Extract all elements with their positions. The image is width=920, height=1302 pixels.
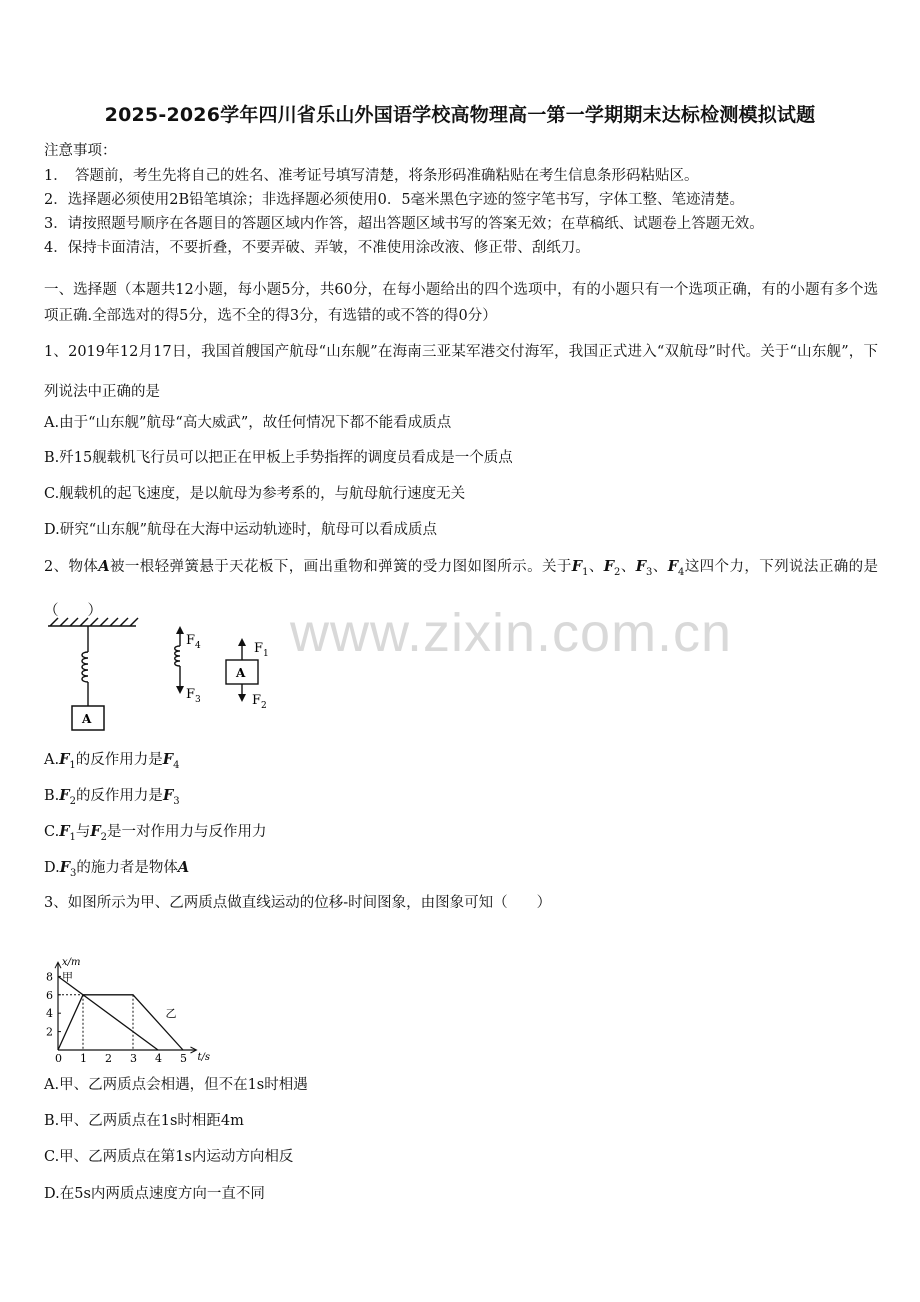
ceiling [48, 618, 138, 626]
q2-option-a: $A.F_1$的反作用力是$F_4$ [44, 751, 180, 771]
notice-heading: 注意事项： [44, 143, 117, 159]
y-tick-label: 2 [46, 1025, 53, 1039]
series-label-2: 乙 [165, 1006, 177, 1020]
section-heading: 一、选择题（本题共12小题，每小题5分，共60分，在每小题给出的四个选项中，有的小题只有一个选项正确，有的小题有多个选项正确.全部选对的得5分，选不全的得3分，有选错的或不答的得0分） [44, 282, 878, 324]
notice-item-1: 1． 答题前，考生先将自己的姓名、准考证号填写清楚，将条形码准确粘贴在考生信息条形码粘贴区。 [44, 168, 699, 184]
series-label-1: 甲 [62, 970, 73, 984]
x-tick-label: 1 [80, 1052, 87, 1062]
q3-option-d: D.在5s内两质点速度方向一直不同 [44, 1186, 265, 1202]
position-time-chart [40, 922, 240, 1062]
f2-label: $F_2$ [252, 693, 267, 711]
q1-stem: 1、2019年12月17日，我国首艘国产航母“山东舰”在海南三亚某军港交付海军，我国正式进入“双航母”时代。关于“山东舰”，下列说法中正确的是 [44, 344, 878, 400]
x-tick-label: 2 [105, 1052, 112, 1062]
f4-label: $F_4$ [186, 633, 201, 651]
block-a-free-label: A [236, 666, 246, 680]
series-line-1 [58, 976, 158, 1050]
x-axis-label: t/s [197, 1052, 211, 1062]
q2-option-d: $D.F_3$的施力者是物体A [44, 859, 190, 879]
x-tick-label: 3 [130, 1052, 137, 1062]
x-tick-label: 4 [155, 1052, 162, 1062]
q2-option-b: $B.F_2$的反作用力是$F_3$ [44, 787, 180, 807]
q2-option-c: $C.F_1$与$F_2$是一对作用力与反作用力 [44, 823, 267, 843]
q1-option-b: B.歼15舰载机飞行员可以把正在甲板上手势指挥的调度员看成是一个质点 [44, 450, 513, 466]
x-tick-label: 0 [55, 1052, 62, 1062]
spring-hanging [82, 626, 88, 706]
spring-force-diagram [40, 616, 290, 734]
q3-option-b: B.甲、乙两质点在1s时相距4m [44, 1113, 244, 1129]
page-title: 2025-2026学年四川省乐山外国语学校高物理高一第一学期期末达标检测模拟试题 [104, 104, 816, 126]
f1-label: $F_1$ [254, 641, 269, 659]
watermark: www.zixin.com.cn [290, 603, 733, 663]
q3-stem: 3、如图所示为甲、乙两质点做直线运动的位移-时间图象，由图象可知（ ） [44, 895, 552, 911]
q1-option-c: C.舰载机的起飞速度，是以航母为参考系的，与航母航行速度无关 [44, 486, 466, 502]
block-a-label: A [82, 712, 92, 726]
f3-label: $F_3$ [186, 687, 201, 705]
q3-option-c: C.甲、乙两质点在第1s内运动方向相反 [44, 1149, 294, 1165]
y-tick-label: 4 [46, 1007, 53, 1021]
f2-arrowhead [238, 694, 246, 702]
notice-item-3: 3．请按照题号顺序在各题目的答题区域内作答，超出答题区域书写的答案无效；在草稿纸、试题卷上答题无效。 [44, 216, 764, 232]
f4-arrowhead [176, 626, 184, 634]
f1-arrowhead [238, 638, 246, 646]
notice-item-4: 4．保持卡面清洁，不要折叠，不要弄破、弄皱，不准使用涂改液、修正带、刮纸刀。 [44, 240, 590, 256]
y-tick-label: 6 [46, 988, 53, 1002]
f3-arrowhead [176, 686, 184, 694]
spring-free-body [175, 628, 180, 692]
q3-option-a: A.甲、乙两质点会相遇，但不在1s时相遇 [44, 1077, 308, 1093]
x-tick-label: 5 [180, 1052, 187, 1062]
q2-stem: 2、物体A被一根轻弹簧悬于天花板下，画出重物和弹簧的受力图如图所示。关于$F_1$、$F_2$、$F_3$、$F_4$这四个力，下列说法正确的是（ ） [44, 558, 879, 619]
notice-item-2: 2．选择题必须使用2B铅笔填涂；非选择题必须使用0．5毫米黑色字迹的签字笔书写，字体工整、笔迹清楚。 [44, 192, 745, 208]
q1-option-a: A.由于“山东舰”航母“高大威武”，故任何情况下都不能看成质点 [44, 415, 452, 431]
y-tick-label: 8 [46, 970, 53, 984]
q1-option-d: D.研究“山东舰”航母在大海中运动轨迹时，航母可以看成质点 [44, 522, 438, 538]
y-axis-label: x/m [62, 957, 81, 969]
